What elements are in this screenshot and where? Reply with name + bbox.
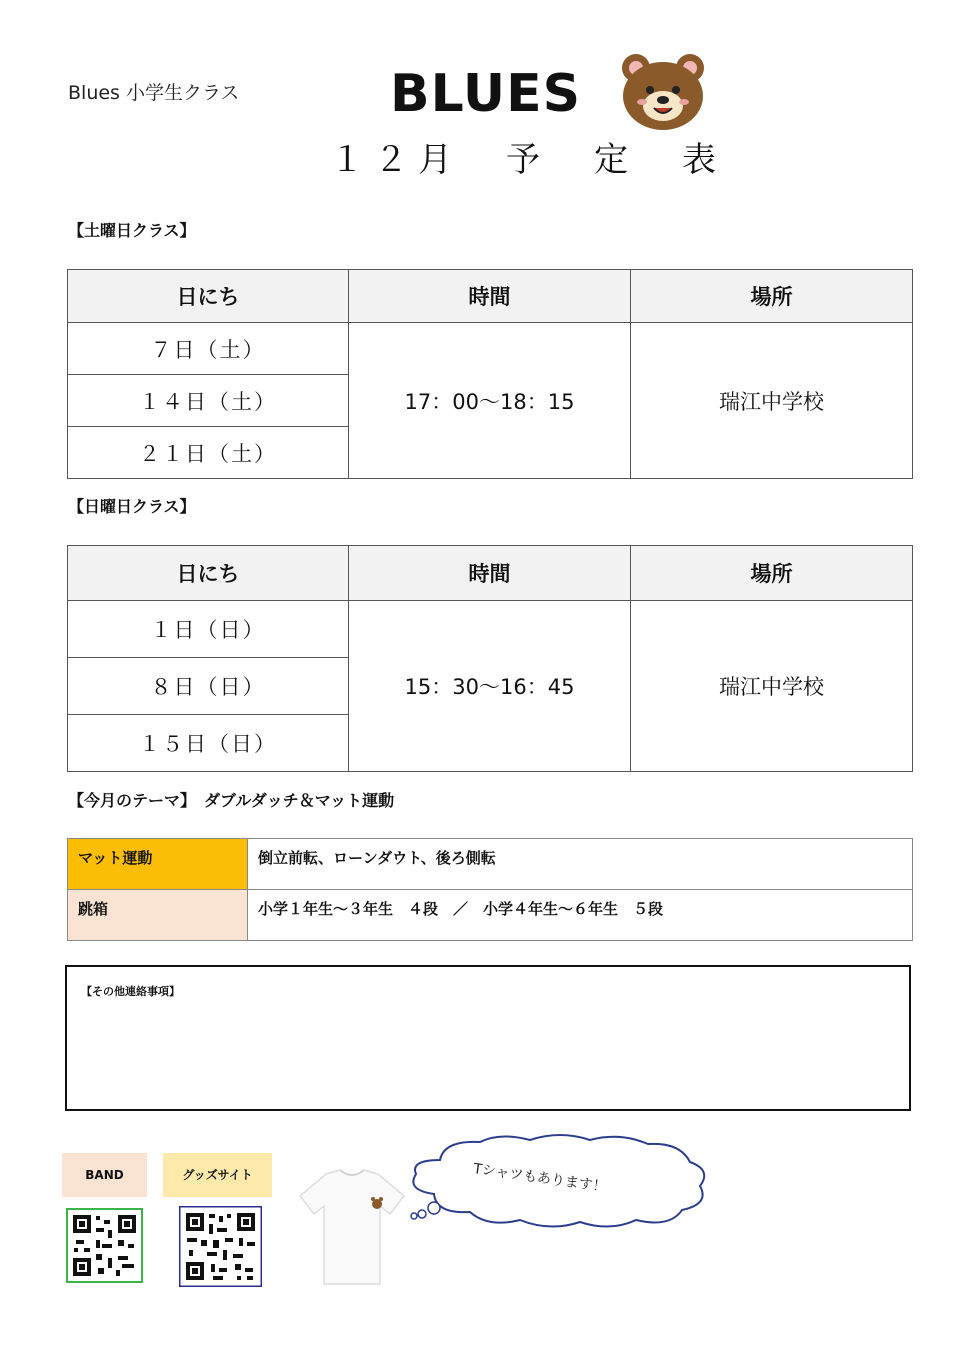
notes-box	[65, 965, 911, 1111]
bubble-text: Tシャツもあります！	[472, 1160, 608, 1196]
sunday-section-label: 【日曜日クラス】	[68, 497, 196, 516]
header-place: 場所	[631, 546, 913, 601]
sunday-schedule-table	[67, 545, 913, 772]
date-cell: １４日（土）	[68, 375, 349, 427]
theme-label: 【今月のテーマ】 ダブルダッチ＆マット運動	[68, 791, 395, 810]
bear-mascot-icon	[616, 50, 710, 132]
place-cell: 瑞江中学校	[631, 323, 913, 479]
date-cell: １日（日）	[68, 601, 349, 658]
theme-value-cell: 倒立前転、ローンダウト、後ろ側転	[248, 839, 913, 890]
brand-logo-text: BLUES	[390, 64, 582, 124]
band-qr-code-icon[interactable]	[66, 1208, 143, 1283]
header-time: 時間	[349, 546, 631, 601]
page-title: １２月 予 定 表	[330, 140, 726, 180]
class-name: Blues 小学生クラス	[68, 82, 240, 104]
time-cell: 17：00～18：15	[349, 323, 631, 479]
date-cell: １５日（日）	[68, 715, 349, 772]
place-cell: 瑞江中学校	[631, 601, 913, 772]
band-label: BAND	[62, 1153, 147, 1197]
theme-key-cell: マット運動	[68, 839, 248, 890]
header-date: 日にち	[68, 270, 349, 323]
notes-label: 【その他連絡事項】	[81, 985, 180, 998]
goods-site-label: グッズサイト	[163, 1153, 272, 1197]
header-time: 時間	[349, 270, 631, 323]
time-cell: 15：30～16：45	[349, 601, 631, 772]
theme-table	[67, 838, 913, 941]
theme-key-cell: 跳箱	[68, 890, 248, 941]
date-cell: ７日（土）	[68, 323, 349, 375]
tshirt-image-icon	[296, 1166, 408, 1288]
header-date: 日にち	[68, 546, 349, 601]
theme-value-cell: 小学１年生～３年生 ４段 ／ 小学４年生～６年生 ５段	[248, 890, 913, 941]
date-cell: ８日（日）	[68, 658, 349, 715]
date-cell: ２１日（土）	[68, 427, 349, 479]
goods-qr-code-icon[interactable]	[179, 1206, 262, 1287]
saturday-schedule-table	[67, 269, 913, 479]
header-place: 場所	[631, 270, 913, 323]
saturday-section-label: 【土曜日クラス】	[68, 221, 196, 240]
